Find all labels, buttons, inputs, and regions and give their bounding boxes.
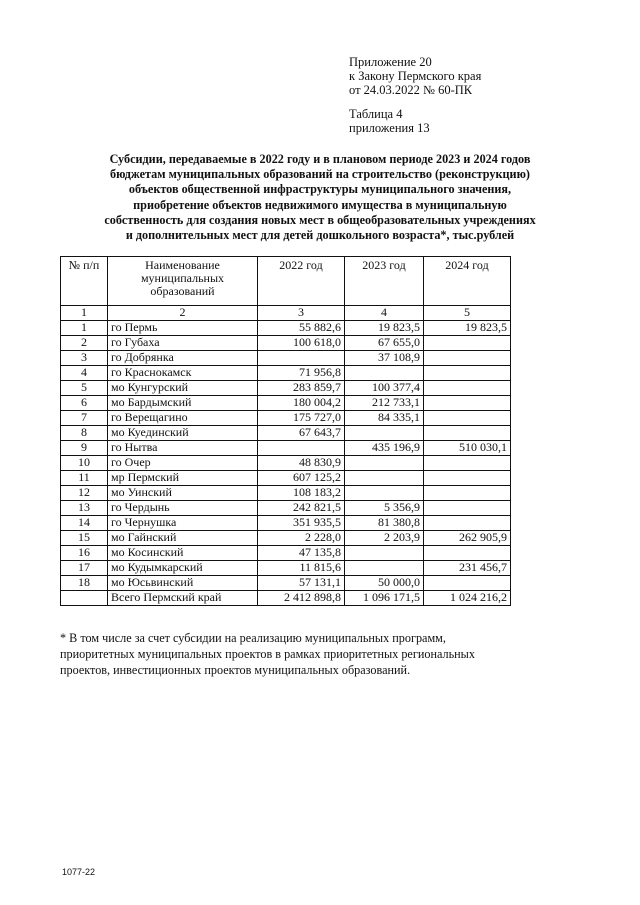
- cell-2023: 2 203,9: [345, 531, 424, 546]
- subsidies-table: [60, 256, 511, 606]
- cell-2022: 67 643,7: [258, 426, 345, 441]
- column-number: 2: [108, 306, 258, 321]
- cell-2023: 5 356,9: [345, 501, 424, 516]
- table-row: [61, 321, 511, 336]
- header-2024: 2024 год: [424, 257, 511, 306]
- cell-municipality: го Краснокамск: [108, 366, 258, 381]
- footnote-line: проектов, инвестиционных проектов муниципальных образований.: [60, 663, 411, 677]
- title-line: Субсидии, передаваемые в 2022 году и в плановом периоде 2023 и 2024 годов: [109, 152, 531, 166]
- cell-2023: [345, 471, 424, 486]
- cell-municipality: го Добрянка: [108, 351, 258, 366]
- header-name: Наименование муниципальных образований: [108, 257, 258, 306]
- cell-num: 16: [61, 546, 108, 561]
- cell-2022: 180 004,2: [258, 396, 345, 411]
- table-ref-line-1: Таблица 4: [349, 107, 403, 121]
- cell-num: 17: [61, 561, 108, 576]
- footnote-line: приоритетных муниципальных проектов в рамках приоритетных региональных: [60, 647, 475, 661]
- cell-2024: [424, 576, 511, 591]
- cell-2022: [258, 351, 345, 366]
- cell-2024: 262 905,9: [424, 531, 511, 546]
- cell-2023: [345, 561, 424, 576]
- table-row: [61, 561, 511, 576]
- cell-num: 11: [61, 471, 108, 486]
- cell-municipality: мо Кунгурский: [108, 381, 258, 396]
- table-row: [61, 516, 511, 531]
- cell-2023: [345, 546, 424, 561]
- cell-municipality: го Пермь: [108, 321, 258, 336]
- header-2023: 2023 год: [345, 257, 424, 306]
- cell-municipality: мо Гайнский: [108, 531, 258, 546]
- cell-municipality: мо Уинский: [108, 486, 258, 501]
- cell-num: 5: [61, 381, 108, 396]
- header-2022: 2022 год: [258, 257, 345, 306]
- cell-num: 6: [61, 396, 108, 411]
- cell-2023: [345, 456, 424, 471]
- cell-2022: [258, 441, 345, 456]
- cell-num: 4: [61, 366, 108, 381]
- cell-num: 12: [61, 486, 108, 501]
- table-total-row: [61, 591, 511, 606]
- table-row: [61, 501, 511, 516]
- cell-2023: 81 380,8: [345, 516, 424, 531]
- cell-municipality: го Чернушка: [108, 516, 258, 531]
- title-line: объектов общественной инфраструктуры муниципального значения,: [128, 182, 512, 197]
- cell-2022: 47 135,8: [258, 546, 345, 561]
- table-body: [61, 321, 511, 606]
- cell-num: 3: [61, 351, 108, 366]
- cell-2022: 607 125,2: [258, 471, 345, 486]
- cell-municipality: го Верещагино: [108, 411, 258, 426]
- cell-2023: 100 377,4: [345, 381, 424, 396]
- cell-municipality: мо Косинский: [108, 546, 258, 561]
- cell-2024: 231 456,7: [424, 561, 511, 576]
- cell-2023: 37 108,9: [345, 351, 424, 366]
- cell-municipality: мр Пермский: [108, 471, 258, 486]
- cell-num: 15: [61, 531, 108, 546]
- cell-2024: [424, 501, 511, 516]
- cell-2024: 19 823,5: [424, 321, 511, 336]
- cell-municipality: мо Юсьвинский: [108, 576, 258, 591]
- cell-2023: [345, 486, 424, 501]
- cell-municipality: мо Кудымкарский: [108, 561, 258, 576]
- cell-2023: [345, 426, 424, 441]
- column-number: 4: [345, 306, 424, 321]
- table-reference: [349, 107, 430, 135]
- cell-2024: [424, 351, 511, 366]
- table-row: [61, 546, 511, 561]
- column-number: 1: [61, 306, 108, 321]
- table-row: [61, 441, 511, 456]
- cell-2024: [424, 381, 511, 396]
- cell-2022: 108 183,2: [258, 486, 345, 501]
- cell-2022: 351 935,5: [258, 516, 345, 531]
- cell-num: 10: [61, 456, 108, 471]
- cell-num: 1: [61, 321, 108, 336]
- cell-2022: 175 727,0: [258, 411, 345, 426]
- header-num: № п/п: [61, 257, 108, 306]
- column-number: 5: [424, 306, 511, 321]
- cell-2023: 435 196,9: [345, 441, 424, 456]
- cell-2022: 283 859,7: [258, 381, 345, 396]
- cell-2024: [424, 411, 511, 426]
- cell-2024: [424, 396, 511, 411]
- document-number: 1077-22: [62, 867, 96, 877]
- cell-num: [61, 591, 108, 606]
- table-row: [61, 576, 511, 591]
- cell-2022: 2 412 898,8: [258, 591, 345, 606]
- cell-municipality: мо Куединский: [108, 426, 258, 441]
- cell-num: 2: [61, 336, 108, 351]
- cell-municipality: мо Бардымский: [108, 396, 258, 411]
- annex-reference: [349, 55, 481, 97]
- cell-2023: 212 733,1: [345, 396, 424, 411]
- column-number: 3: [258, 306, 345, 321]
- table-row: [61, 411, 511, 426]
- cell-2022: 57 131,1: [258, 576, 345, 591]
- cell-2024: [424, 336, 511, 351]
- cell-2022: 48 830,9: [258, 456, 345, 471]
- cell-2022: 11 815,6: [258, 561, 345, 576]
- table-row: [61, 471, 511, 486]
- table-row: [61, 336, 511, 351]
- cell-2022: 242 821,5: [258, 501, 345, 516]
- cell-2022: 71 956,8: [258, 366, 345, 381]
- cell-2024: [424, 516, 511, 531]
- footnote-line: * В том числе за счет субсидии на реализацию муниципальных программ,: [60, 631, 446, 645]
- annex-line-1: Приложение 20: [349, 55, 432, 69]
- table-row: [61, 426, 511, 441]
- cell-2024: [424, 471, 511, 486]
- cell-municipality: го Нытва: [108, 441, 258, 456]
- cell-2023: 67 655,0: [345, 336, 424, 351]
- annex-line-2: к Закону Пермского края: [349, 69, 482, 83]
- cell-2024: 510 030,1: [424, 441, 511, 456]
- cell-2024: [424, 366, 511, 381]
- table-row: [61, 531, 511, 546]
- table-row: [61, 351, 511, 366]
- cell-num: 13: [61, 501, 108, 516]
- annex-line-3: от 24.03.2022 № 60-ПК: [349, 83, 473, 97]
- cell-2024: [424, 486, 511, 501]
- title-line: бюджетам муниципальных образований на строительство (реконструкцию): [110, 167, 530, 182]
- cell-2022: 55 882,6: [258, 321, 345, 336]
- table-row: [61, 396, 511, 411]
- cell-municipality: го Чердынь: [108, 501, 258, 516]
- cell-2024: [424, 426, 511, 441]
- cell-2024: [424, 546, 511, 561]
- cell-municipality: го Очер: [108, 456, 258, 471]
- table-header-row: [61, 257, 511, 306]
- cell-2024: [424, 456, 511, 471]
- table-row: [61, 486, 511, 501]
- cell-2023: 19 823,5: [345, 321, 424, 336]
- cell-2023: 1 096 171,5: [345, 591, 424, 606]
- title-line: собственность для создания новых мест в общеобразовательных учреждениях: [104, 212, 536, 227]
- cell-2024: 1 024 216,2: [424, 591, 511, 606]
- footnote: [60, 630, 580, 678]
- title-line: приобретение объектов недвижимого имущества в муниципальную: [133, 197, 507, 212]
- title-line: и дополнительных мест для детей дошкольного возраста*, тыс.рублей: [125, 228, 515, 243]
- cell-2023: 84 335,1: [345, 411, 424, 426]
- cell-num: 8: [61, 426, 108, 441]
- table-row: [61, 456, 511, 471]
- cell-num: 14: [61, 516, 108, 531]
- cell-num: 9: [61, 441, 108, 456]
- cell-2022: 100 618,0: [258, 336, 345, 351]
- cell-num: 7: [61, 411, 108, 426]
- cell-2022: 2 228,0: [258, 531, 345, 546]
- cell-municipality: Всего Пермский край: [108, 591, 258, 606]
- cell-2023: [345, 366, 424, 381]
- table-row: [61, 366, 511, 381]
- table-row: [61, 381, 511, 396]
- cell-2023: 50 000,0: [345, 576, 424, 591]
- cell-num: 18: [61, 576, 108, 591]
- column-numbers-row: [61, 306, 511, 321]
- cell-municipality: го Губаха: [108, 336, 258, 351]
- document-title: [60, 152, 580, 243]
- table-ref-line-2: приложения 13: [349, 121, 430, 135]
